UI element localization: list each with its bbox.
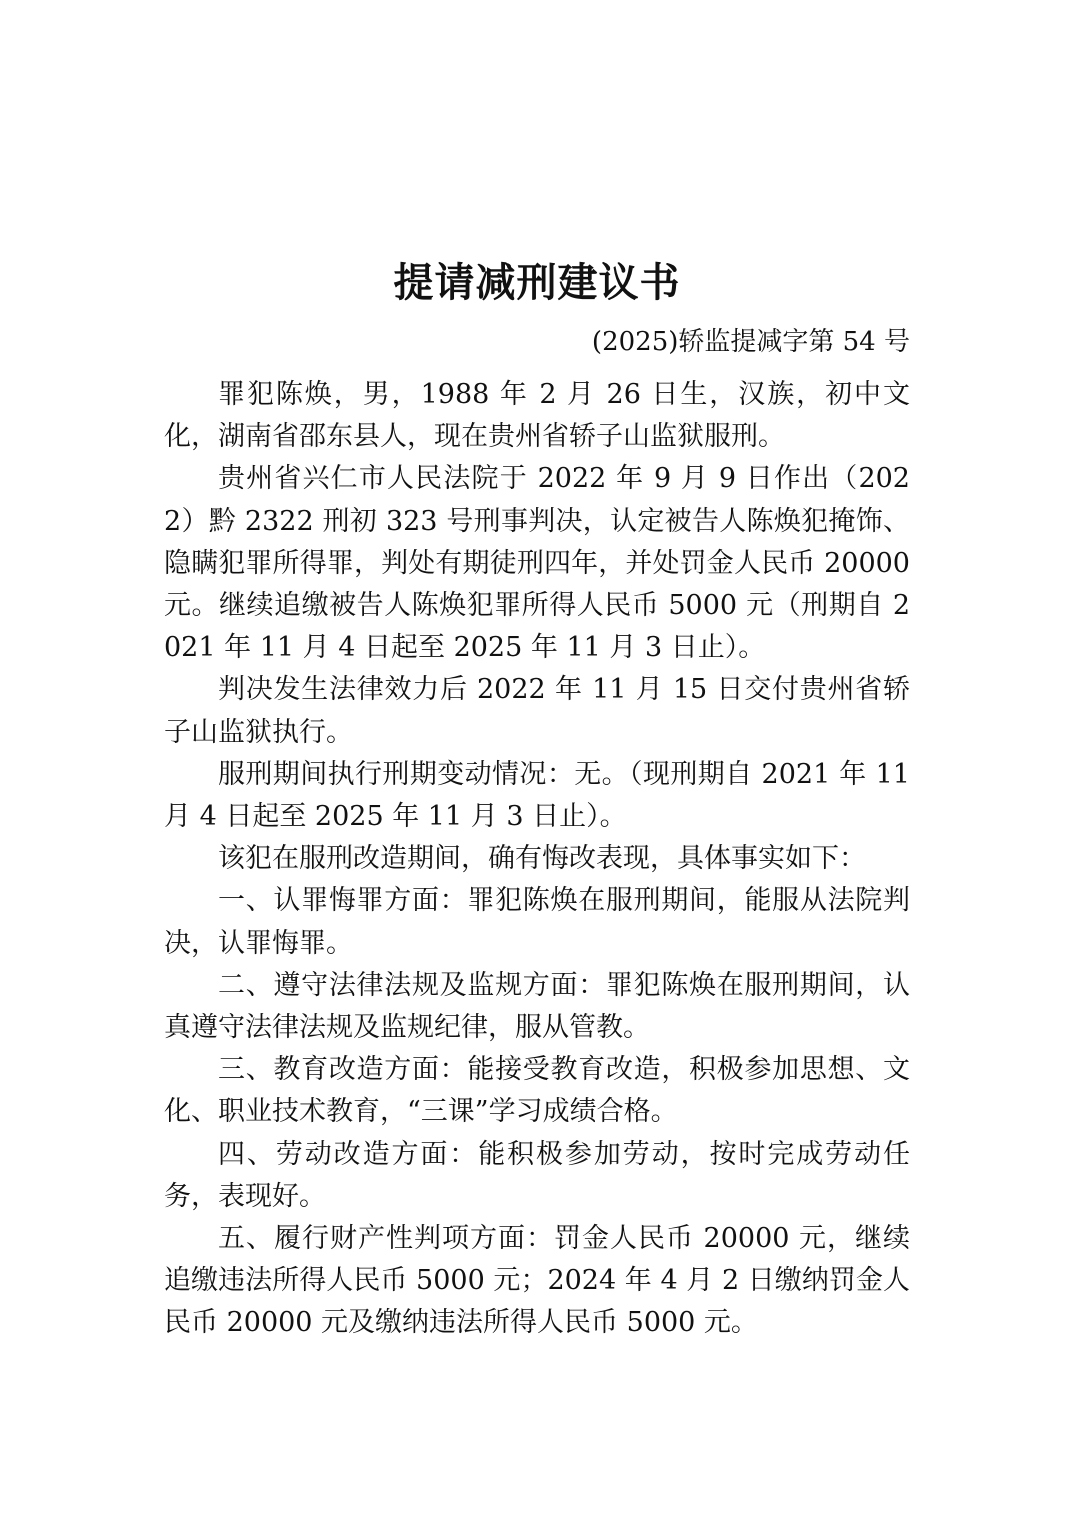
paragraph-sentence-change: 服刑期间执行刑期变动情况：无。（现刑期自 2021 年 11 月 4 日起至 2025 年 11 月 3 日止）。 (164, 758, 910, 833)
paragraph-education: 三、教育改造方面：能接受教育改造，积极参加思想、文化、职业技术教育，“三课”学习成绩合格。 (164, 1054, 910, 1128)
paragraph-delivery: 判决发生法律效力后 2022 年 11 月 15 日交付贵州省轿子山监狱执行。 (164, 674, 910, 748)
paragraph-remorse: 一、认罪悔罪方面：罪犯陈焕在服刑期间，能服从法院判决，认罪悔罪。 (164, 885, 910, 959)
paragraph-criminal-info: 罪犯陈焕，男，1988 年 2 月 26 日生，汉族，初中文化，湖南省邵东县人，现在贵州省轿子山监狱服刑。 (164, 379, 910, 453)
paragraph-judgment: 贵州省兴仁市人民法院于 2022 年 9 月 9 日作出（2022）黔 2322 刑初 323 号刑事判决，认定被告人陈焕犯掩饰、隐瞒犯罪所得罪，判处有期徒刑四年，并处罚金人民币 20000 元。继续追缴被告人陈焕犯罪所得人民币 5000 元（刑期自 2021 年 11 月 4 日起至 2025 年 11 月 3 日止）。 (164, 463, 910, 664)
paragraph-labor: 四、劳动改造方面：能积极参加劳动，按时完成劳动任务，表现好。 (164, 1138, 910, 1212)
document-title: 提请减刑建议书 (393, 259, 681, 306)
paragraph-facts-intro: 该犯在服刑改造期间，确有悔改表现，具体事实如下： (218, 843, 866, 875)
document-number: (2025)轿监提减字第 54 号 (591, 327, 910, 357)
paragraph-property: 五、履行财产性判项方面：罚金人民币 20000 元，继续追缴违法所得人民币 5000 元；2024 年 4 月 2 日缴纳罚金人民币 20000 元及缴纳违法所得人民币 5000 元。 (164, 1223, 910, 1339)
paragraph-discipline: 二、遵守法律法规及监规方面：罪犯陈焕在服刑期间，认真遵守法律法规及监规纪律，服从管教。 (164, 969, 910, 1044)
document-body (164, 374, 910, 1345)
